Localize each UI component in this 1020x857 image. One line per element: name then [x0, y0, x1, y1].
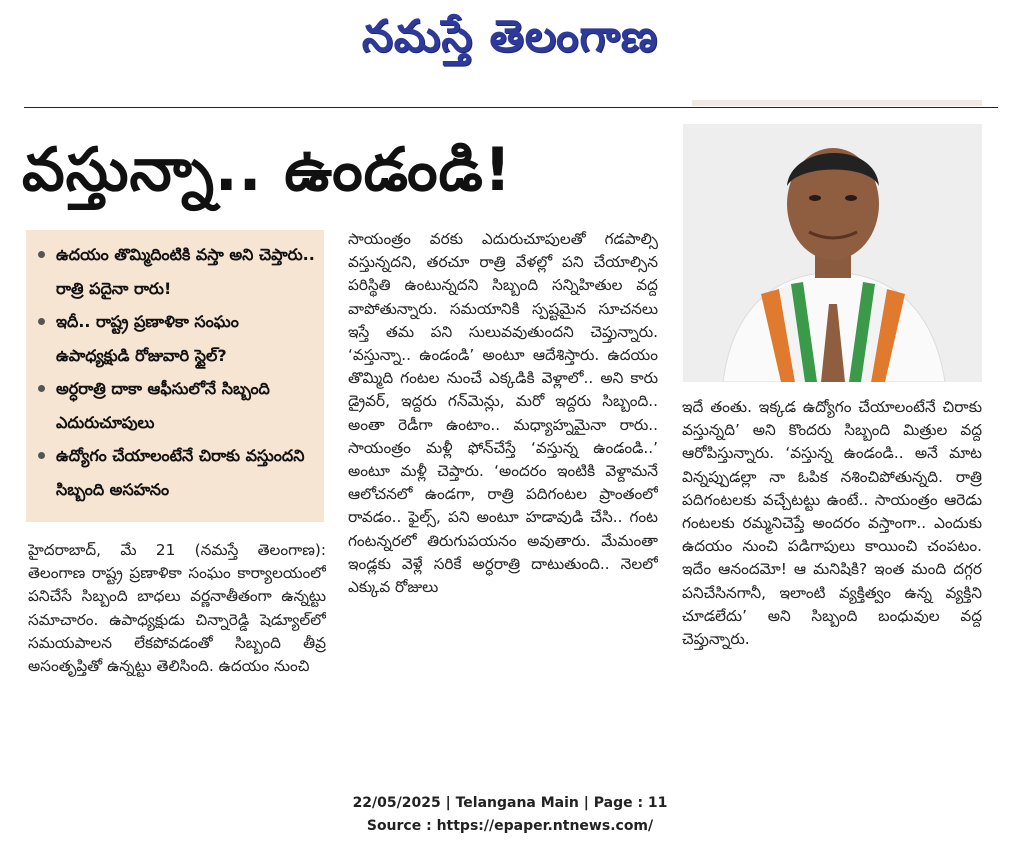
footer-source-link[interactable]: Source : https://epaper.ntnews.com/ [366, 818, 654, 834]
masthead-title: నమస్తే తెలంగాణ [361, 11, 659, 62]
bullet-icon [38, 385, 45, 392]
masthead-accent-strip [692, 100, 982, 106]
masthead [0, 2, 1020, 82]
article-column-right [682, 396, 982, 726]
headline: వస్తున్నా.. ఉండండి! [22, 135, 513, 205]
portrait-illustration [683, 124, 982, 382]
masthead-rule [24, 107, 998, 108]
bullet-icon [38, 452, 45, 459]
bullet-icon [38, 318, 45, 325]
highlight-item: ఉద్యోగం చేయాలంటేనే చిరాకు వస్తుందని సిబ్బంది అసహనం [32, 439, 316, 506]
article-paragraph: సాయంత్రం వరకు ఎదురుచూపులతో గడపాల్సి వస్తున్నదని, తరచూ రాత్రి వేళల్లో పని చేయాల్సిన పరిస్థితి ఉంటున్నదని సిబ్బంది సన్నిహితుల వద్ద వాపోతున్నారు. సమయానికి స్పష్టమైన సూచనలు ఇస్తే తమ పని సులువవుతుందని చెప్తున్నారు. ‘వస్తున్నా.. ఉండండి’ అంటూ ఆదేశిస్తారు. ఉదయం తొమ్మిది గంటల నుంచే ఎక్కడికి వెళ్లాలో.. అని కారు డ్రైవర్, ఇద్దరు గన్‌మెన్లు, మరో ఇద్దరు సిబ్బంది.. అంతా రెడీగా ఉంటాం.. మధ్యాహ్నమైనా రారు.. సాయంత్రం మళ్లీ ఫోన్‌చేస్తే ‘వస్తున్న ఉండండి..’ అంటూ మళ్లీ చెప్తారు. ‘అందరం ఇంటికి వెళ్దామనే ఆలోచనలో ఉండగా, రాత్రి పదిగంటల ప్రాంతంలో రావడం.. ఫైల్స్, పని అంటూ హడావుడి చేసి.. గంట గంటన్నరలో తిరుగుపయనం అవుతారు. మేమంతా ఇండ్లకు వెళ్లే సరికే అర్ధరాత్రి దాటుతుంది.. నెలలో ఎక్కువ రోజులు [348, 230, 658, 597]
portrait-photo [683, 124, 982, 382]
highlight-item: ఉదయం తొమ్మిదింటికి వస్తా అని చెప్తారు.. రాత్రి పదైనా రారు! [32, 238, 316, 305]
bullet-icon [38, 251, 45, 258]
highlight-item: అర్ధరాత్రి దాకా ఆఫీసులోనే సిబ్బంది ఎదురుచూపులు [32, 372, 316, 439]
article-paragraph: ఇదే తంతు. ఇక్కడ ఉద్యోగం చేయాలంటేనే చిరాకు వస్తున్నది’ అని కొందరు సిబ్బంది మిత్రుల వద్ద ఆరోపిస్తున్నారు. ‘వస్తున్న ఉండండి.. అనే మాట విన్నప్పుడల్లా నా ఓపిక నశించిపోతున్నది. రాత్రి పదిగంటలకు వచ్చేటట్టు ఉంటే.. సాయంత్రం ఆరెడు గంటలకు రమ్మనిచెప్తే అందరం వస్తాంగా.. ఎందుకు ఉదయం నుంచి పడిగాపులు కాయించి చంపటం. ఇదేం ఆనందమో! ఆ మనిషికి? ఇంత మంది దగ్గర పనిచేసినగానీ, ఇలాంటి వ్యక్తిత్వం ఉన్న వ్యక్తిని చూడలేదు’ అని సిబ్బంది బంధువుల వద్ద చెప్తున్నారు. [682, 398, 982, 649]
article-column-middle [348, 228, 658, 724]
article-column-left [28, 539, 326, 725]
highlights-box [26, 230, 324, 522]
footer-edition-info: 22/05/2025 | Telangana Main | Page : 11 [352, 795, 668, 811]
highlights-list [26, 230, 324, 506]
article-paragraph: హైదరాబాద్, మే 21 (నమస్తే తెలంగాణ): తెలంగాణ రాష్ట్ర ప్రణాళికా సంఘం కార్యాలయంలో పనిచేసే సిబ్బంది బాధలు వర్ణనాతీతంగా ఉన్నట్టు సమాచారం. ఉపాధ్యక్షుడు చిన్నారెడ్డి షెడ్యూల్‌లో సమయపాలన లేకపోవడంతో సిబ్బంది తీవ్ర అసంతృప్తితో ఉన్నట్టు తెలిసింది. ఉదయం నుంచి [28, 541, 326, 676]
highlight-item: ఇదీ.. రాష్ట్ర ప్రణాళికా సంఘం ఉపాధ్యక్షుడి రోజువారి స్టైల్? [32, 305, 316, 372]
